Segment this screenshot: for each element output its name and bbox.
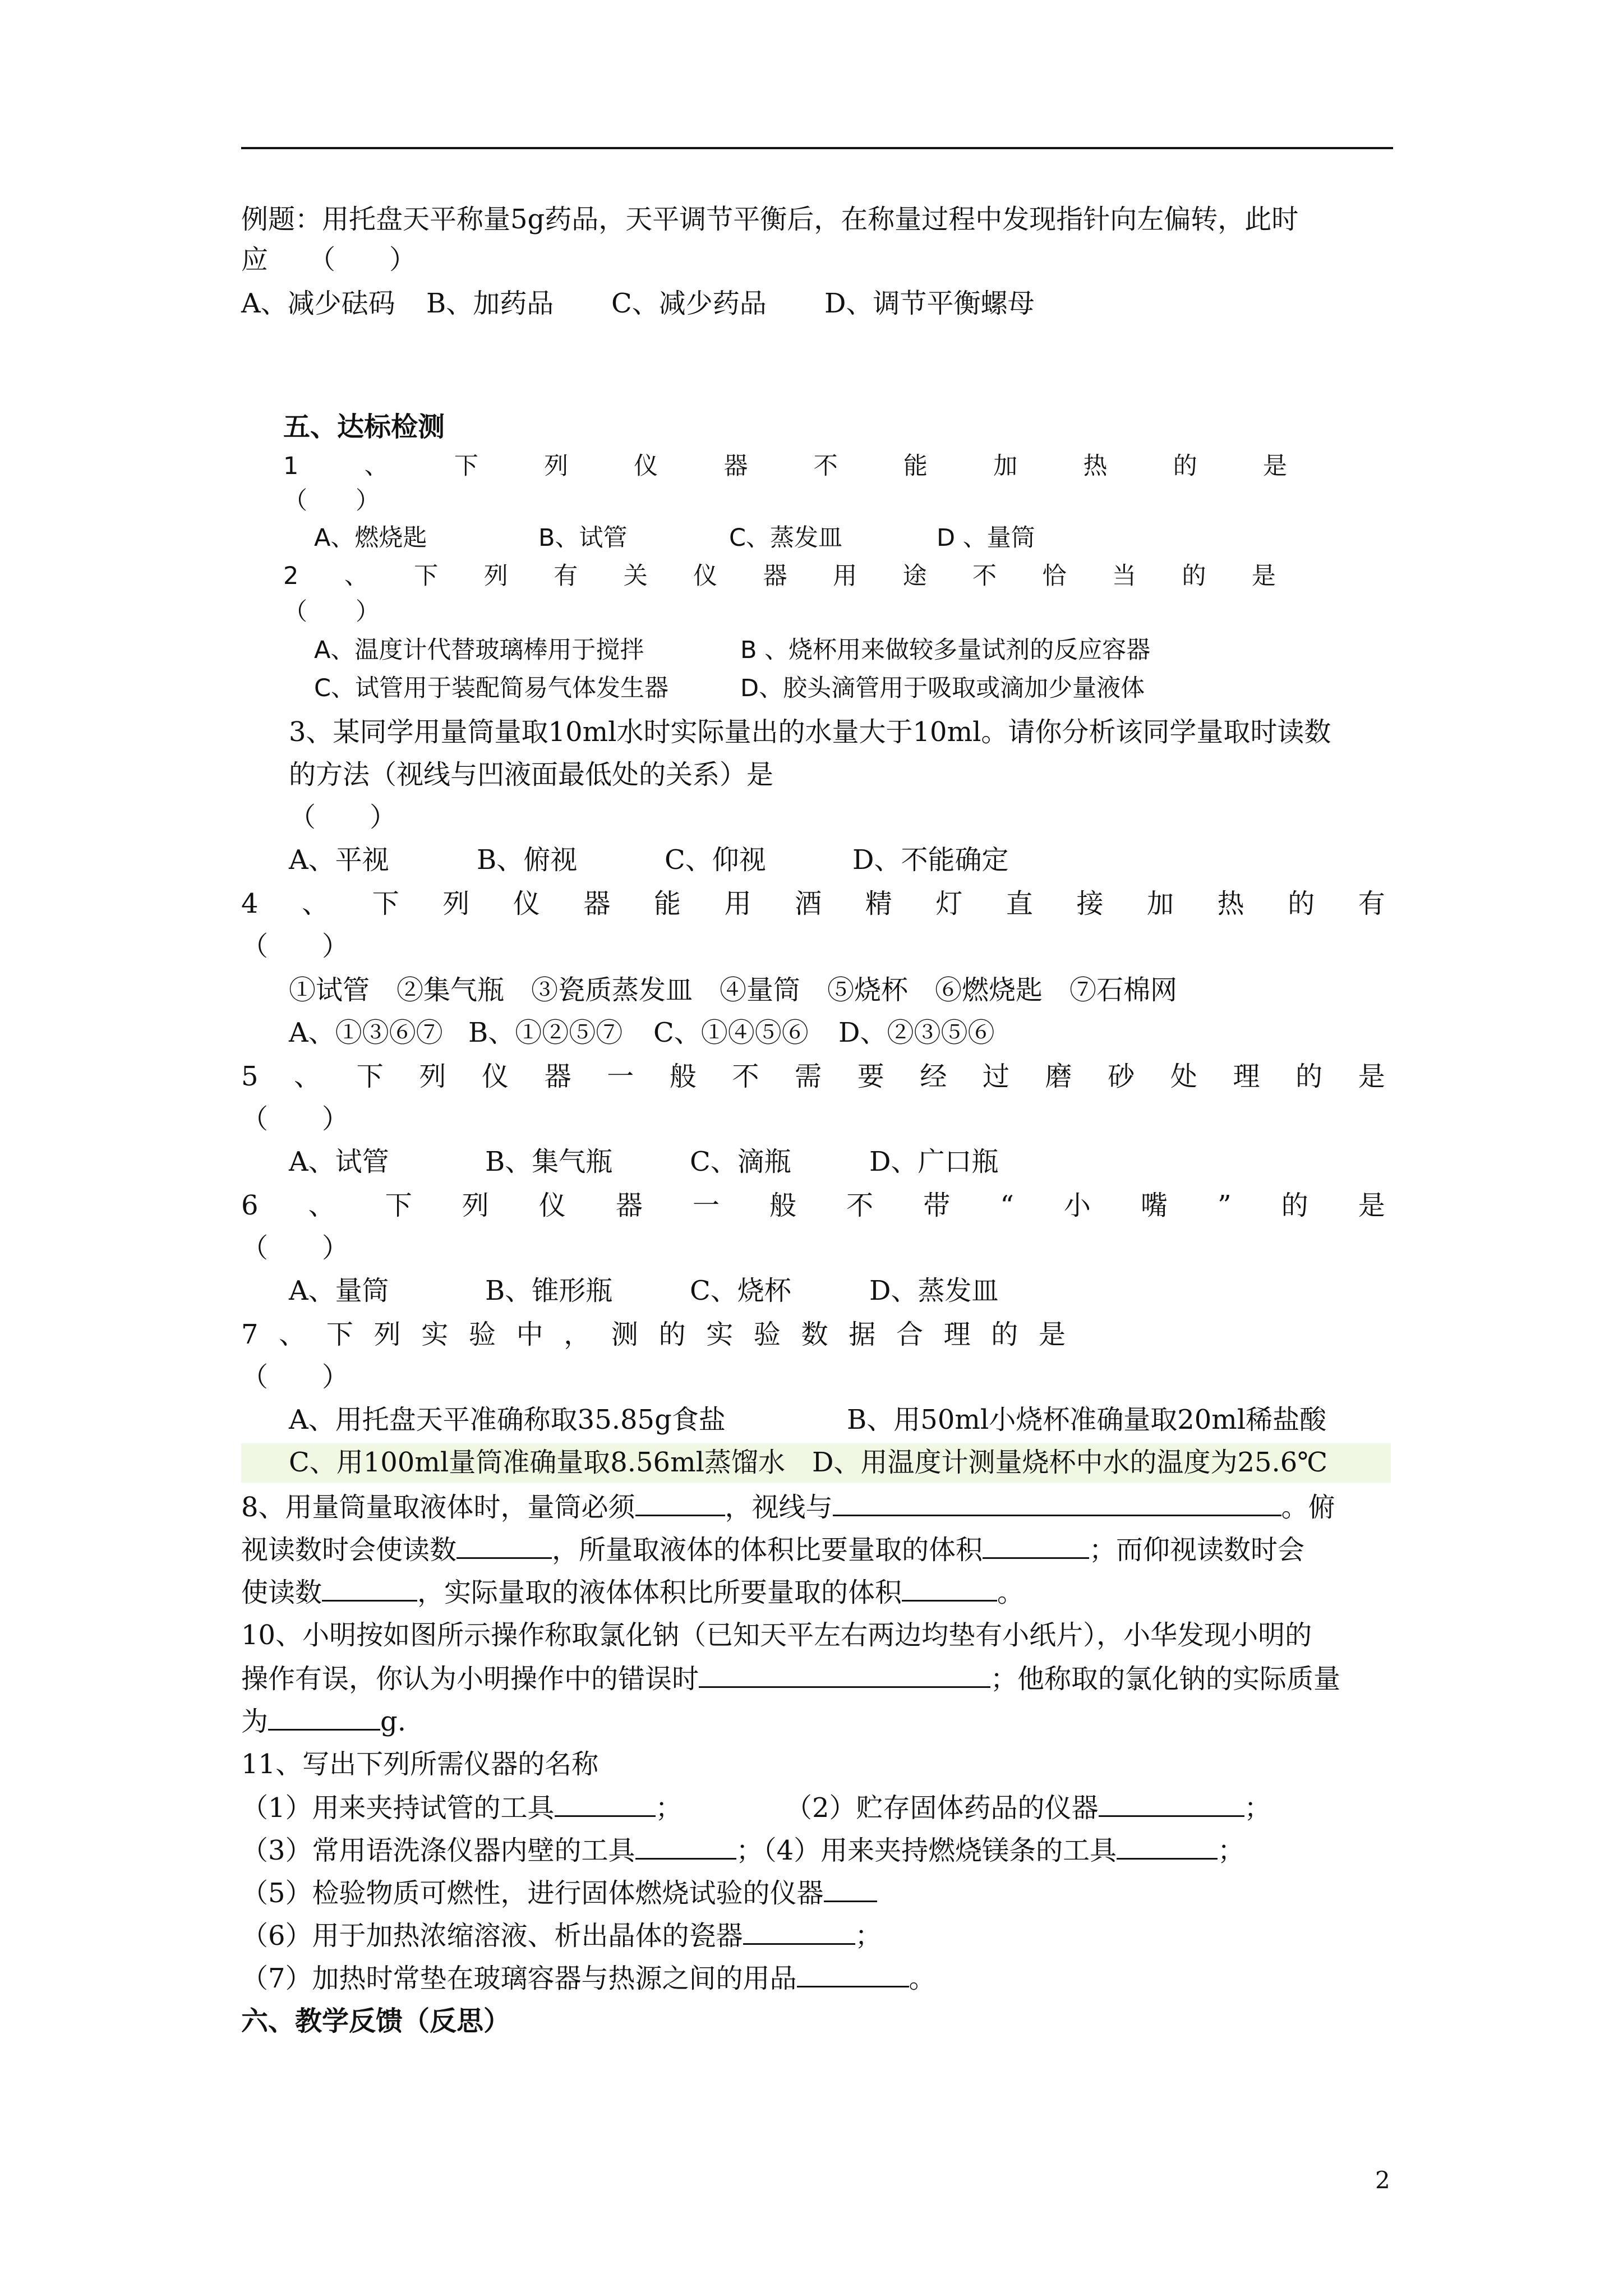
q11-item-2-text: （2）贮存固体药品的仪器 <box>785 1792 1099 1824</box>
q4-char: 能 <box>654 888 681 919</box>
question-1-options <box>314 521 1035 555</box>
q2-char: 关 <box>623 562 648 590</box>
q2-char: 的 <box>1182 562 1206 590</box>
q5-char: 经 <box>920 1061 947 1092</box>
q1-char: 能 <box>903 452 928 480</box>
q11-item-4-text: （4）用来夹持燃烧镁条的工具 <box>763 1835 1117 1866</box>
q4-char: 灯 <box>935 888 963 919</box>
q5-char: 5 <box>241 1061 259 1092</box>
example-line-2: 应 （ ） <box>241 244 417 275</box>
q11-item-6-end: ； <box>855 1920 882 1952</box>
q7-char: 理 <box>943 1319 971 1350</box>
q8-text-2: ，视线与 <box>725 1492 833 1523</box>
q11-blank-3 <box>635 1832 736 1860</box>
q3-option-b: B、俯视 <box>477 844 578 876</box>
question-2-text <box>283 559 1276 593</box>
q8-blank-1 <box>635 1489 725 1516</box>
question-7-paren: （ ） <box>241 1361 349 1393</box>
q5-char: 过 <box>983 1061 1010 1092</box>
question-6-options <box>289 1273 999 1308</box>
q11-blank-1 <box>555 1789 656 1817</box>
q7-char: 实 <box>706 1319 734 1350</box>
question-10-line-3 <box>241 1703 406 1739</box>
q11-item-6 <box>241 1917 882 1953</box>
q7-char: 数 <box>801 1319 828 1350</box>
q5-char: 器 <box>544 1061 571 1092</box>
q7-options-cd: C、用100ml量筒准确量取8.56ml蒸馏水 D、用温度计测量烧杯中水的温度为25.6℃ <box>289 1447 1328 1478</box>
q1-char: 下 <box>454 452 478 480</box>
question-3-line-1: 3、某同学用量筒量取10ml水时实际量出的水量大于10ml。请你分析该同学量取时读数 <box>289 716 1331 748</box>
question-8-line-1 <box>241 1489 1335 1525</box>
q2-char: 当 <box>1112 562 1136 590</box>
example-option-a: A、减少砝码 <box>241 288 395 319</box>
q11-blank-6 <box>743 1917 855 1945</box>
q2-char: 下 <box>414 562 439 590</box>
q7-char: 列 <box>374 1319 401 1350</box>
question-1-paren: （ ） <box>283 487 380 515</box>
q11-blank-7 <box>797 1960 909 1987</box>
q3-option-a: A、平视 <box>289 844 389 876</box>
q5-char: 下 <box>356 1061 384 1092</box>
question-4-options <box>289 1015 995 1050</box>
q7-char: 中 <box>516 1319 543 1350</box>
q11-blank-2 <box>1099 1789 1244 1817</box>
question-4-text <box>241 886 1385 921</box>
q8-text-4: 视读数时会使读数 <box>241 1534 457 1566</box>
q8-blank-4 <box>983 1531 1089 1559</box>
q10-blank-2 <box>268 1703 380 1731</box>
q6-option-a: A、量筒 <box>289 1275 389 1306</box>
q7-char: 7 <box>241 1319 259 1350</box>
question-3-paren: （ ） <box>289 802 397 833</box>
q1-char: 加 <box>993 452 1018 480</box>
q2-option-b: B 、烧杯用来做较多量试剂的反应容器 <box>740 636 1151 664</box>
question-7-text <box>241 1317 1066 1352</box>
q6-char: “ <box>1000 1190 1014 1221</box>
q4-char: 热 <box>1217 888 1244 919</box>
question-6-text <box>241 1188 1385 1223</box>
q4-char: 有 <box>1358 888 1385 919</box>
q4-option-a: A、①③⑥⑦ <box>289 1017 443 1048</box>
q6-char: 是 <box>1358 1190 1385 1221</box>
q8-text-5: ，所量取液体的体积比要量取的体积 <box>552 1534 983 1566</box>
q11-item-5 <box>241 1875 877 1911</box>
q11-blank-5 <box>824 1875 877 1902</box>
q5-char: 不 <box>732 1061 759 1092</box>
example-option-b: B、加药品 <box>426 288 554 319</box>
q5-char: 砂 <box>1108 1061 1135 1092</box>
section-6-title: 六、教学反馈（反思） <box>241 2005 511 2037</box>
q4-char: 接 <box>1076 888 1104 919</box>
q2-char: 途 <box>902 562 927 590</box>
q11-item-3-text: （3）常用语洗涤仪器内壁的工具 <box>241 1835 635 1866</box>
q7-char: 测 <box>611 1319 638 1350</box>
question-2-paren: （ ） <box>283 598 380 626</box>
q6-char: 仪 <box>538 1190 566 1221</box>
q5-char: 一 <box>607 1061 634 1092</box>
q7-option-b: B、用50ml小烧杯准确量取20ml稀盐酸 <box>847 1404 1327 1435</box>
q3-option-c: C、仰视 <box>665 844 766 876</box>
q1-char: 列 <box>544 452 569 480</box>
q10-text-2: ；他称取的氯化钠的实际质量 <box>990 1663 1341 1695</box>
q4-char: 酒 <box>795 888 822 919</box>
q2-char: 是 <box>1251 562 1276 590</box>
q1-char: 、 <box>364 452 389 480</box>
q1-char: 仪 <box>634 452 658 480</box>
q11-item-4-end: ； <box>1218 1835 1245 1866</box>
q1-option-d: D 、量筒 <box>937 524 1035 552</box>
q6-char: 小 <box>1063 1190 1091 1221</box>
q11-item-2 <box>785 1789 1271 1825</box>
q7-char: 实 <box>421 1319 449 1350</box>
question-10-line-1: 10、小明按如图所示操作称取氯化钠（已知天平左右两边均垫有小纸片），小华发现小明的 <box>241 1619 1312 1651</box>
q1-char: 不 <box>813 452 838 480</box>
q11-item-7-text: （7）加热时常垫在玻璃容器与热源之间的用品 <box>241 1963 797 1994</box>
q8-text-1: 8、用量筒量取液体时，量筒必须 <box>241 1492 635 1523</box>
q4-char: 直 <box>1006 888 1033 919</box>
q5-char: 需 <box>795 1061 822 1092</box>
q5-char: 理 <box>1233 1061 1260 1092</box>
question-4-items: ①试管 ②集气瓶 ③瓷质蒸发皿 ④量筒 ⑤烧杯 ⑥燃烧匙 ⑦石棉网 <box>289 974 1178 1006</box>
question-8-line-3 <box>241 1574 1024 1610</box>
q11-item-3-end: ； <box>736 1835 763 1866</box>
q11-blank-4 <box>1117 1832 1218 1860</box>
q7-char: 的 <box>991 1319 1018 1350</box>
q6-char: 带 <box>923 1190 951 1221</box>
q4-option-d: D、②③⑤⑥ <box>838 1017 995 1048</box>
q5-char: 磨 <box>1045 1061 1072 1092</box>
question-11-title: 11、写出下列所需仪器的名称 <box>241 1749 599 1780</box>
q1-option-b: B、试管 <box>538 524 628 552</box>
question-3-options <box>289 843 1009 877</box>
q7-char: 据 <box>849 1319 876 1350</box>
q1-char: 的 <box>1173 452 1197 480</box>
q8-blank-5 <box>322 1574 417 1602</box>
q6-char: 嘴 <box>1141 1190 1168 1221</box>
q7-char: 是 <box>1038 1319 1066 1350</box>
q1-char: 1 <box>283 452 299 480</box>
q4-char: 、 <box>302 888 329 919</box>
q5-option-d: D、广口瓶 <box>869 1146 999 1177</box>
q6-char: 般 <box>769 1190 797 1221</box>
q6-char: ” <box>1218 1190 1232 1221</box>
q11-item-1-text: （1）用来夹持试管的工具 <box>241 1792 555 1824</box>
q5-char: 般 <box>669 1061 697 1092</box>
q6-char: 、 <box>308 1190 335 1221</box>
q2-char: 有 <box>554 562 578 590</box>
q5-char: 是 <box>1358 1061 1385 1092</box>
q4-char: 4 <box>241 888 259 919</box>
question-3-line-2: 的方法（视线与凹液面最低处的关系）是 <box>289 759 774 790</box>
q7-char: 验 <box>468 1319 496 1350</box>
q4-char: 列 <box>442 888 470 919</box>
q11-item-2-end: ； <box>1244 1792 1271 1824</box>
q8-text-9: 。 <box>997 1577 1025 1608</box>
q5-char: 仪 <box>482 1061 509 1092</box>
question-5-text <box>241 1059 1385 1094</box>
q7-char: 合 <box>896 1319 923 1350</box>
question-4-paren: （ ） <box>241 931 349 962</box>
q8-text-8: ，实际量取的液体体积比所要量取的体积 <box>417 1577 902 1608</box>
q4-char: 器 <box>583 888 611 919</box>
question-5-options <box>289 1144 999 1179</box>
example-option-c: C、减少药品 <box>611 288 767 319</box>
q6-char: 器 <box>615 1190 643 1221</box>
q2-char: 、 <box>344 562 368 590</box>
example-options <box>241 286 1035 321</box>
q4-char: 仪 <box>513 888 540 919</box>
q7-char: 验 <box>753 1319 781 1350</box>
q8-text-6: ；而仰视读数时会 <box>1089 1534 1305 1566</box>
q4-char: 下 <box>372 888 399 919</box>
q11-item-7-end: 。 <box>909 1963 936 1994</box>
example-option-d: D、调节平衡螺母 <box>824 288 1035 319</box>
q6-char: 下 <box>385 1190 412 1221</box>
q5-option-b: B、集气瓶 <box>485 1146 613 1177</box>
q11-item-1-end: ； <box>655 1792 683 1824</box>
q6-char: 列 <box>462 1190 489 1221</box>
q10-text-3: 为 <box>241 1706 269 1737</box>
q1-option-c: C、蒸发皿 <box>729 524 843 552</box>
q2-char: 2 <box>283 562 299 590</box>
header-rule <box>241 147 1393 149</box>
q1-char: 是 <box>1262 452 1287 480</box>
q8-blank-2 <box>833 1489 1281 1516</box>
q6-char: 的 <box>1281 1190 1308 1221</box>
q7-char: 的 <box>658 1319 686 1350</box>
question-5-paren: （ ） <box>241 1103 349 1135</box>
q2-char: 恰 <box>1042 562 1067 590</box>
q2-option-d: D、胶头滴管用于吸取或滴加少量液体 <box>740 674 1145 702</box>
question-10-line-2 <box>241 1660 1340 1696</box>
q2-char: 不 <box>972 562 997 590</box>
q7-char: 下 <box>326 1319 353 1350</box>
q8-text-3: 。俯 <box>1281 1492 1335 1523</box>
q11-item-3 <box>241 1832 1244 1868</box>
q8-blank-6 <box>902 1574 997 1602</box>
q11-item-7 <box>241 1960 936 1996</box>
q11-item-5-text: （5）检验物质可燃性，进行固体燃烧试验的仪器 <box>241 1878 824 1909</box>
q6-char: 不 <box>846 1190 874 1221</box>
q4-char: 用 <box>724 888 751 919</box>
q10-blank-1 <box>699 1660 990 1688</box>
q2-char: 器 <box>763 562 787 590</box>
q6-option-b: B、锥形瓶 <box>485 1275 613 1306</box>
q5-option-a: A、试管 <box>289 1146 389 1177</box>
q8-text-7: 使读数 <box>241 1577 322 1608</box>
q4-char: 加 <box>1147 888 1174 919</box>
q4-char: 精 <box>865 888 892 919</box>
q6-char: 一 <box>693 1190 720 1221</box>
q8-blank-3 <box>457 1531 552 1559</box>
page-number: 2 <box>1375 2166 1390 2194</box>
question-6-paren: （ ） <box>241 1232 349 1264</box>
q5-char: 列 <box>419 1061 446 1092</box>
question-8-line-2 <box>241 1531 1304 1567</box>
q5-char: 要 <box>857 1061 884 1092</box>
example-line-1: 例题：用托盘天平称量5g药品，天平调节平衡后，在称量过程中发现指针向左偏转，此时 <box>241 204 1299 235</box>
q7-char: 、 <box>279 1319 306 1350</box>
q6-char: 6 <box>241 1190 259 1221</box>
q7-option-a: A、用托盘天平准确称取35.85g食盐 <box>289 1404 726 1435</box>
q2-char: 列 <box>483 562 508 590</box>
q1-char: 器 <box>723 452 748 480</box>
q11-item-1 <box>241 1789 683 1825</box>
q7-char: ， <box>564 1319 591 1350</box>
q1-option-a: A、燃烧匙 <box>314 524 427 552</box>
q10-text-1: 操作有误，你认为小明操作中的错误时 <box>241 1663 699 1695</box>
q5-char: 的 <box>1295 1061 1323 1092</box>
q4-option-b: B、①②⑤⑦ <box>468 1017 623 1048</box>
q10-text-4: g. <box>380 1706 406 1737</box>
q4-option-c: C、①④⑤⑥ <box>653 1017 809 1048</box>
q2-char: 仪 <box>693 562 718 590</box>
section-5-title: 五、达标检测 <box>283 411 445 443</box>
q6-option-c: C、烧杯 <box>690 1275 791 1306</box>
q4-char: 的 <box>1288 888 1315 919</box>
q5-option-c: C、滴瓶 <box>690 1146 791 1177</box>
q2-option-c: C、试管用于装配简易气体发生器 <box>314 674 669 702</box>
q1-char: 热 <box>1083 452 1108 480</box>
q5-char: 、 <box>294 1061 321 1092</box>
q2-char: 用 <box>833 562 857 590</box>
q11-item-6-text: （6）用于加热浓缩溶液、析出晶体的瓷器 <box>241 1920 743 1952</box>
q6-option-d: D、蒸发皿 <box>869 1275 999 1306</box>
q3-option-d: D、不能确定 <box>852 844 1009 876</box>
q5-char: 处 <box>1170 1061 1197 1092</box>
q2-option-a: A、温度计代替玻璃棒用于搅拌 <box>314 636 644 664</box>
question-1-text <box>283 449 1287 484</box>
